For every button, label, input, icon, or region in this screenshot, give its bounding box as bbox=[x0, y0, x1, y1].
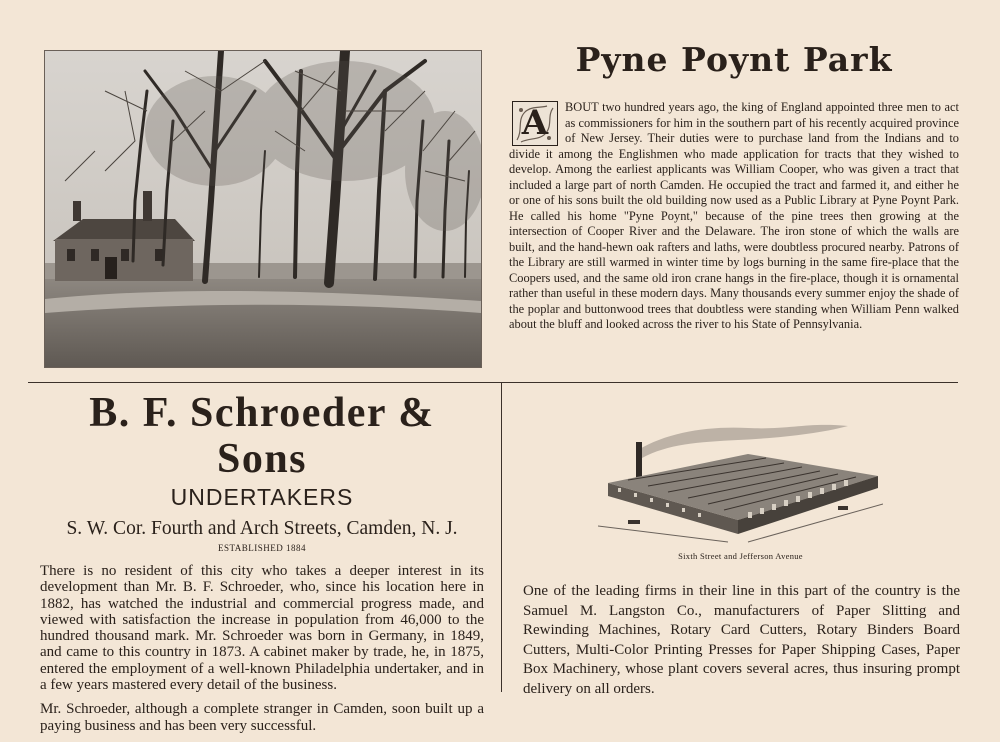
factory-illustration bbox=[598, 408, 883, 546]
ad-subtitle: UNDERTAKERS bbox=[170, 484, 354, 510]
article-text: BOUT two hundred years ago, the king of England appointed three men to act as commissioners for him in the southern part of his recently acquired province of New Jersey. Their duties were to purchase land from the Indians and to divide it among the Englishmen who made application for tracts that they wished to develop. Among the earliest applicants was William Cooper, who was given a tract that included a large part of north Camden. He occupied the tract and farmed it, and either he or one of his sons built the old building now used as a Public Library at Pyne Poynt Park. He called his home "Pyne Poynt," because of the pine trees then growing at the intersection of Cooper River and the Delaware. The iron stone of which the walls are built, and the hand-hewn oak rafters and laths, were doubtless procured nearby. Patrons of the Library are still warmed in winter time by logs burning in the same fire-place that the Coopers used, and the same old iron crane hangs in the fire-place, though it is ornamental rather than useful in these modern days. Many thousands every summer enjoy the shade of the poplar and buttonwood trees that doubtless were standing when William Penn walked about the bluff and looked across the river to his State of Pennsylvania. bbox=[509, 100, 959, 331]
pyne-poynt-article bbox=[509, 40, 959, 333]
factory-engraving bbox=[598, 408, 883, 546]
vertical-divider bbox=[501, 382, 502, 692]
drop-cap-letter: A bbox=[521, 103, 549, 143]
ad-paragraph-2: Mr. Schroeder, although a complete stranger in Camden, soon built up a paying business and has been very successful. bbox=[40, 701, 484, 734]
horizontal-divider bbox=[28, 382, 958, 383]
langston-text: One of the leading firms in their line in this part of the country is the Samuel M. Langston Co., manufacturers of Paper Slitting and Rewinding Machines, Rotary Card Cutters, Rotary Binders Board Cutters, Multi-Color Printing Presses for Paper Shipping Cases, Paper Box Machinery, whose plant covers several acres, thus insuring prompt delivery on all orders. bbox=[523, 583, 960, 697]
article-body bbox=[509, 100, 959, 333]
article-title: Pyne Poynt Park bbox=[575, 40, 893, 79]
factory-caption: Sixth Street and Jefferson Avenue bbox=[678, 551, 803, 561]
ad-established: ESTABLISHED 1884 bbox=[217, 543, 307, 553]
ad-title: B. F. Schroeder & Sons bbox=[89, 390, 435, 482]
schroeder-advertisement bbox=[40, 390, 484, 742]
ad-address: S. W. Cor. Fourth and Arch Streets, Camden, N. J. bbox=[66, 518, 458, 539]
ad-paragraph-1: There is no resident of this city who takes a deeper interest in its development than Mr. B. F. Schroeder, who, since his location here in 1882, has watched the industrial and commercial progress made, and viewed with satisfaction the increase in population from 46,000 to the hundred thousand mark. Mr. Schroeder was born in Germany, in 1849, and came to this country in 1873. A cabinet maker by trade, he, in 1875, entered the employment of a well-known Philadelphia undertaker, and in a few years mastered every detail of the business. bbox=[40, 563, 484, 694]
park-photo-image bbox=[45, 51, 481, 367]
drop-cap-ornament bbox=[512, 101, 558, 146]
park-photograph bbox=[44, 50, 482, 368]
